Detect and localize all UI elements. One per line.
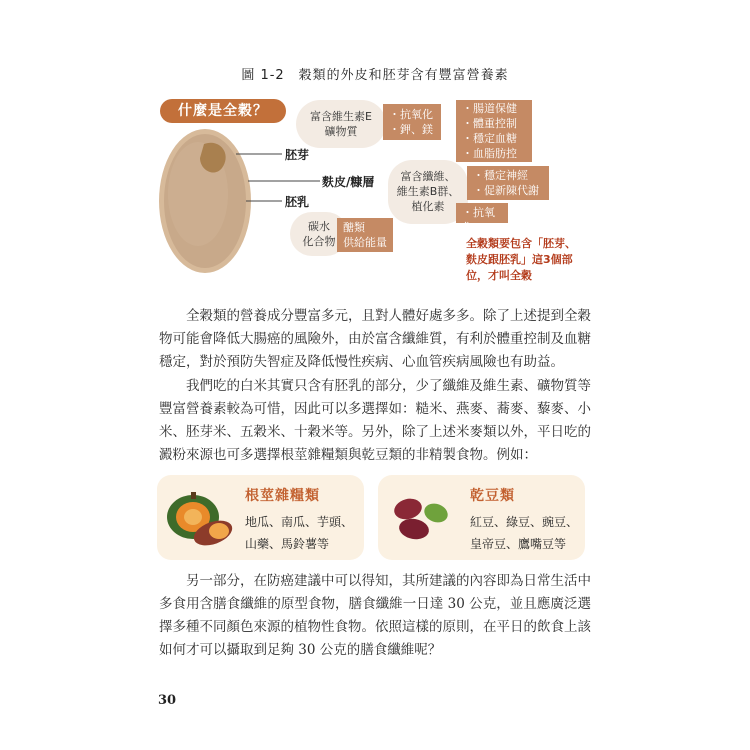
dried-beans-title: 乾豆類 <box>470 488 515 504</box>
bran-antioxidant-tag: ・抗氧化 <box>456 203 508 223</box>
roots-grains-box <box>157 475 364 560</box>
dried-beans-items: 紅豆、綠豆、豌豆、 皇帝豆、鷹嘴豆等 <box>470 515 579 551</box>
germ-benefit-tag: ・抗氧化 ・鉀、鎂 <box>383 104 441 140</box>
endosperm-energy-tag: 醣類 供給能量 <box>337 218 393 252</box>
germ-effects-tag: ・腸道保健 ・體重控制 ・穩定血糖 ・血脂肪控 <box>456 100 532 162</box>
beans-icon <box>390 493 460 543</box>
dried-beans-box <box>378 475 585 560</box>
endosperm-nutrient-bubble: 碳水 化合物 <box>290 212 348 256</box>
endosperm-label: 胚乳 <box>285 195 310 209</box>
pumpkin-sweet-potato-icon <box>163 487 235 549</box>
page-number: 30 <box>158 693 177 708</box>
paragraph-3: 另一部分，在防癌建議中可以得知，其所建議的內容即為日常生活中多食用含膳食纖維的原型食物，膳食纖維一日達 30 公克，並且應廣泛選擇多種不同顏色來源的植物性食物。依照這樣的原則，在平日的飲食上該如何才可以攝取到足夠 30 公克的膳食纖維呢？ <box>159 573 591 658</box>
roots-grains-title: 根莖雜糧類 <box>245 488 320 504</box>
paragraph-1: 全穀類的營養成分豐富多元，且對人體好處多多。除了上述提到全穀物可能會降低大腸癌的風險外，由於富含纖維質，有利於體重控制及血糖穩定，對於預防失智症及降低慢性疾病、心血管疾病風險也有助益。 <box>159 308 591 370</box>
whole-grain-note: 全穀類要包含「胚芽、 麩皮跟胚乳」這3個部 位，才叫全穀 <box>466 237 576 282</box>
paragraph-2: 我們吃的白米其實只含有胚乳的部分，少了纖維及維生素、礦物質等豐富營養素較為可惜，因此可以多選擇如：糙米、燕麥、蕎麥、藜麥、小米、胚芽米、五穀米、十穀米等。另外，除了上述米麥類以外，平日吃的澱粉來源也可多選擇根莖雜糧類與乾豆類的非精製食物。例如： <box>159 378 591 463</box>
roots-grains-items: 地瓜、南瓜、芋頭、 山藥、馬鈴薯等 <box>245 515 354 551</box>
figure-title: 圖 1-2 穀類的外皮和胚芽含有豐富營養素 <box>241 68 509 83</box>
bran-label: 麩皮/糠層 <box>322 175 375 189</box>
germ-label: 胚芽 <box>285 148 310 162</box>
germ-nutrient-bubble: 富含維生素E 礦物質 <box>296 100 386 148</box>
whole-grain-badge: 什麼是全穀？ <box>160 99 286 123</box>
bran-nutrient-bubble: 富含纖維、 維生素B群、 植化素 <box>388 160 468 224</box>
bran-benefit-tag: ・穩定神經 ・促新陳代謝 <box>467 166 549 200</box>
